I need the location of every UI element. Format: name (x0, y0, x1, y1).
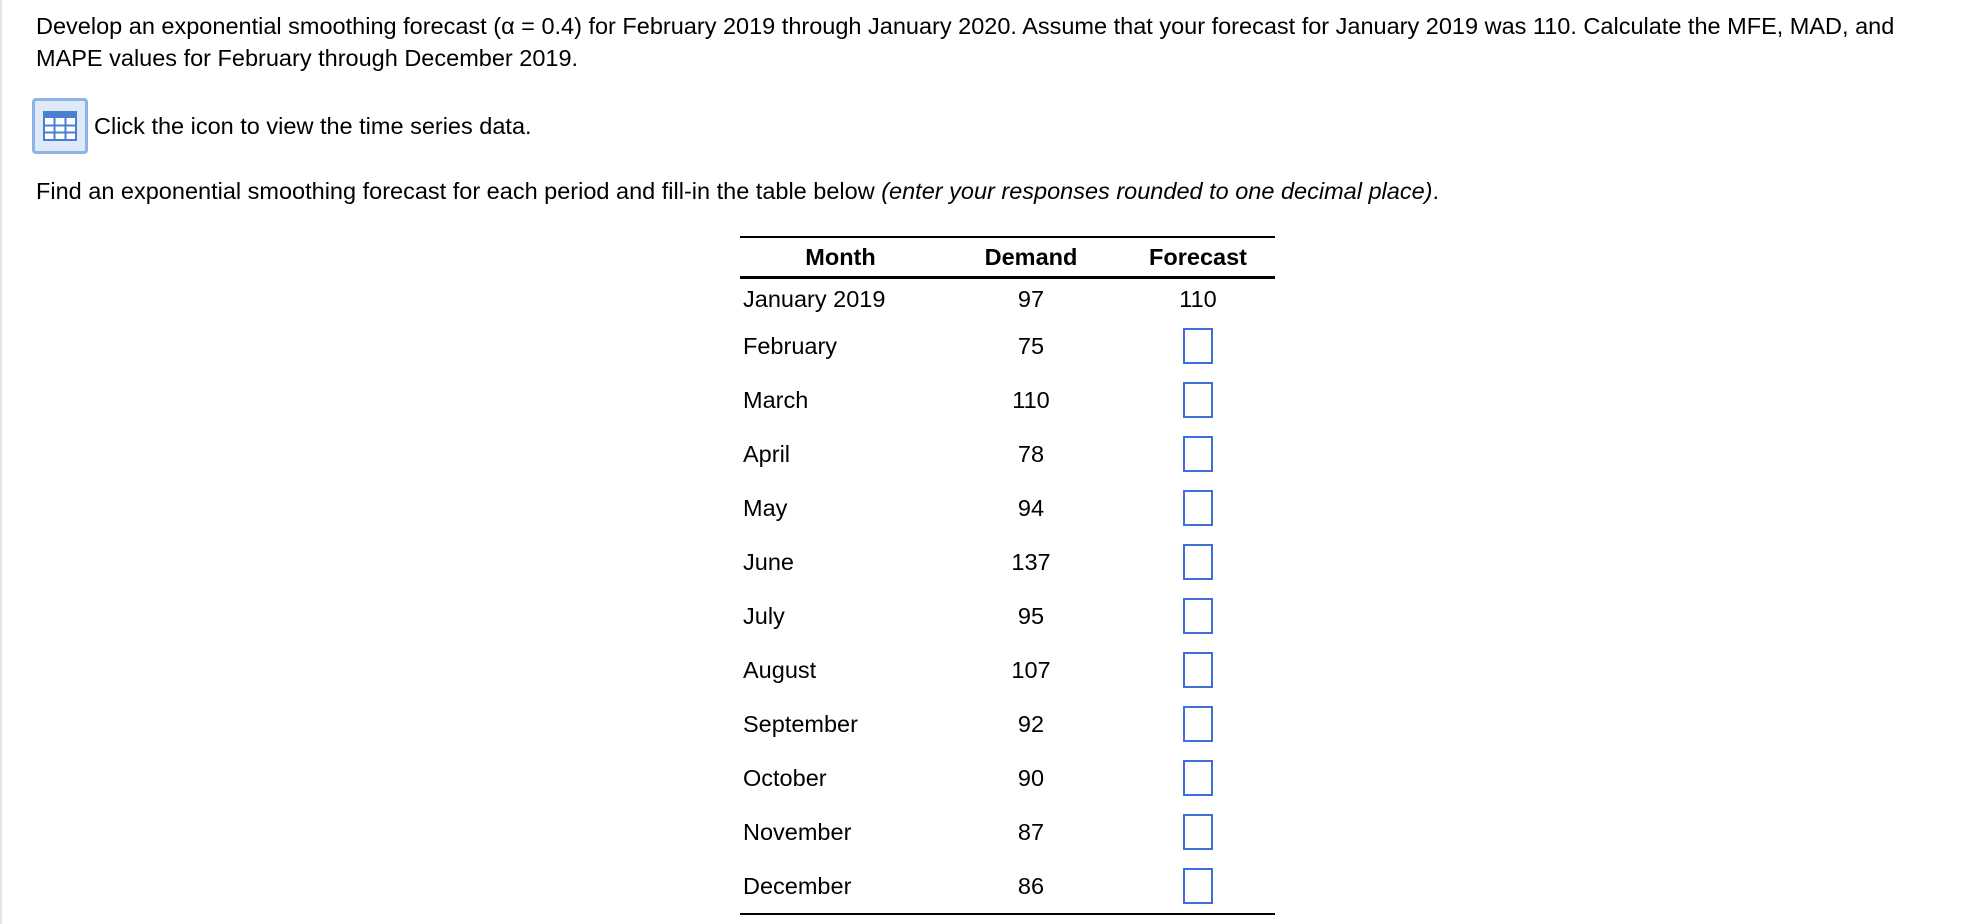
instruction-end: . (1432, 178, 1440, 204)
page-left-border (0, 0, 2, 924)
cell-demand: 94 (1017, 494, 1045, 521)
table-row-november (740, 805, 1275, 859)
data-link-text: Click the icon to view the time series data. (94, 112, 532, 139)
cell-month: February (743, 332, 838, 359)
forecast-input-march[interactable] (1183, 382, 1213, 418)
forecast-input-november[interactable] (1183, 814, 1213, 850)
instruction-note: (enter your responses rounded to one decimal place) (881, 178, 1433, 204)
forecast-input-june[interactable] (1183, 544, 1213, 580)
cell-demand: 90 (1017, 764, 1045, 791)
cell-month: November (743, 818, 852, 845)
forecast-input-july[interactable] (1183, 598, 1213, 634)
question-part1: Develop an exponential smoothing forecast ( (36, 13, 502, 39)
cell-month: January 2019 (743, 285, 886, 312)
instruction-text (36, 178, 1439, 205)
table-header-row (740, 237, 1275, 278)
cell-month: December (743, 872, 852, 899)
cell-month: June (743, 548, 794, 575)
time-series-data-link (32, 98, 532, 154)
instruction-main: Find an exponential smoothing forecast for each period and fill-in the table below (36, 178, 882, 204)
table-row-august (740, 643, 1275, 697)
forecast-input-september[interactable] (1183, 706, 1213, 742)
table-row-september (740, 697, 1275, 751)
cell-demand: 107 (1011, 656, 1051, 683)
header-month: Month (805, 243, 876, 270)
cell-demand: 92 (1017, 710, 1045, 737)
table-row-june (740, 535, 1275, 589)
cell-month: April (743, 440, 791, 467)
cell-demand: 75 (1017, 332, 1045, 359)
table-row-april (740, 427, 1275, 481)
cell-demand: 110 (1012, 386, 1050, 413)
cell-month: July (743, 602, 785, 629)
cell-demand: 86 (1017, 872, 1045, 899)
cell-demand: 87 (1017, 818, 1045, 845)
cell-month: May (743, 494, 788, 521)
cell-demand: 137 (1011, 548, 1051, 575)
forecast-input-april[interactable] (1183, 436, 1213, 472)
cell-forecast: 110 (1179, 285, 1217, 312)
table-row-february (740, 319, 1275, 373)
cell-month: October (743, 764, 827, 791)
cell-month: September (743, 710, 858, 737)
header-demand: Demand (984, 243, 1078, 270)
question-part2: = 0.4) for February 2019 through January 2020. Assume that your forecast for January 2019 was 110. Calculate the MFE, MAD, and MAPE values for February through December 2019. (36, 13, 1895, 71)
table-row-december (740, 859, 1275, 914)
forecast-input-may[interactable] (1183, 490, 1213, 526)
forecast-table (740, 236, 1275, 915)
question-text (36, 10, 1916, 74)
alpha-symbol: α (501, 13, 515, 39)
table-grid-icon (43, 111, 77, 141)
table-row-july (740, 589, 1275, 643)
forecast-input-december[interactable] (1183, 868, 1213, 904)
cell-month: August (743, 656, 817, 683)
header-forecast: Forecast (1149, 243, 1247, 270)
cell-demand: 97 (1017, 285, 1045, 312)
cell-demand: 78 (1017, 440, 1045, 467)
cell-demand: 95 (1017, 602, 1045, 629)
cell-month: March (743, 386, 809, 413)
table-row-january-2019 (740, 278, 1275, 320)
forecast-input-august[interactable] (1183, 652, 1213, 688)
table-grid-icon-button[interactable] (32, 98, 88, 154)
forecast-input-february[interactable] (1183, 328, 1213, 364)
table-row-may (740, 481, 1275, 535)
table-row-march (740, 373, 1275, 427)
forecast-input-october[interactable] (1183, 760, 1213, 796)
table-row-october (740, 751, 1275, 805)
